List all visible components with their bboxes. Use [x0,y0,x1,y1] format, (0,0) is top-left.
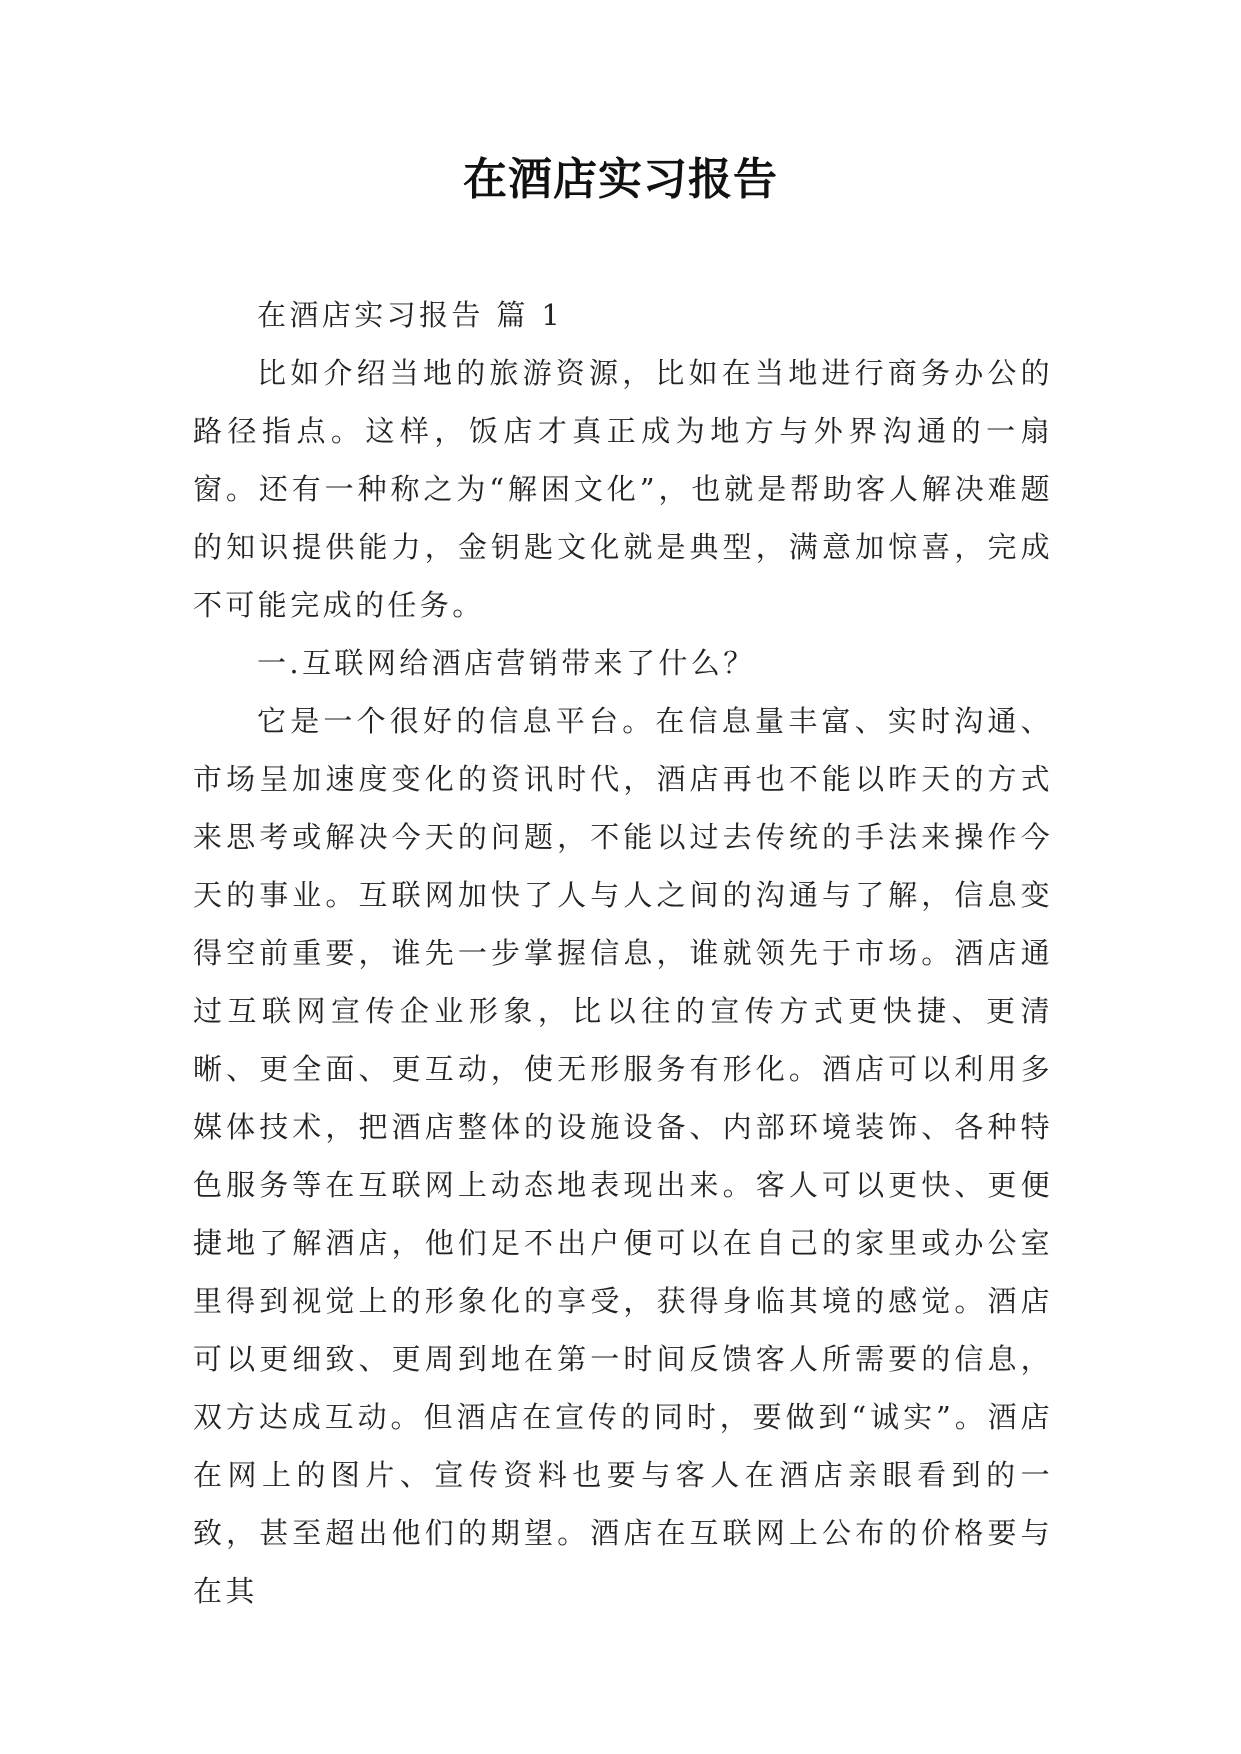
body-paragraph: 比如介绍当地的旅游资源，比如在当地进行商务办公的路径指点。这样，饭店才真正成为地方与外界沟通的一扇窗。还有一种称之为“解困文化”，也就是帮助客人解决难题的知识提供能力，金钥匙文化就是典型，满意加惊喜，完成不可能完成的任务。 [193,356,1053,622]
document-title: 在酒店实习报告 [463,154,778,205]
body-paragraph: 它是一个很好的信息平台。在信息量丰富、实时沟通、市场呈加速度变化的资讯时代，酒店再也不能以昨天的方式来思考或解决今天的问题，不能以过去传统的手法来操作今天的事业。互联网加快了人与人之间的沟通与了解，信息变得空前重要，谁先一步掌握信息，谁就领先于市场。酒店通过互联网宣传企业形象，比以往的宣传方式更快捷、更清晰、更全面、更互动，使无形服务有形化。酒店可以利用多媒体技术，把酒店整体的设施设备、内部环境装饰、各种特色服务等在互联网上动态地表现出来。客人可以更快、更便捷地了解酒店，他们足不出户便可以在自己的家里或办公室里得到视觉上的形象化的享受，获得身临其境的感觉。酒店可以更细致、更周到地在第一时间反馈客人所需要的信息，双方达成互动。但酒店在宣传的同时，要做到“诚实”。酒店在网上的图片、宣传资料也要与客人在酒店亲眼看到的一致，甚至超出他们的期望。酒店在互联网上公布的价格要与在其 [193,704,1053,1608]
subsection-heading: 一.互联网给酒店营销带来了什么？ [257,646,756,680]
document-body [193,286,1053,1620]
section-heading: 在酒店实习报告 篇 1 [257,298,564,332]
